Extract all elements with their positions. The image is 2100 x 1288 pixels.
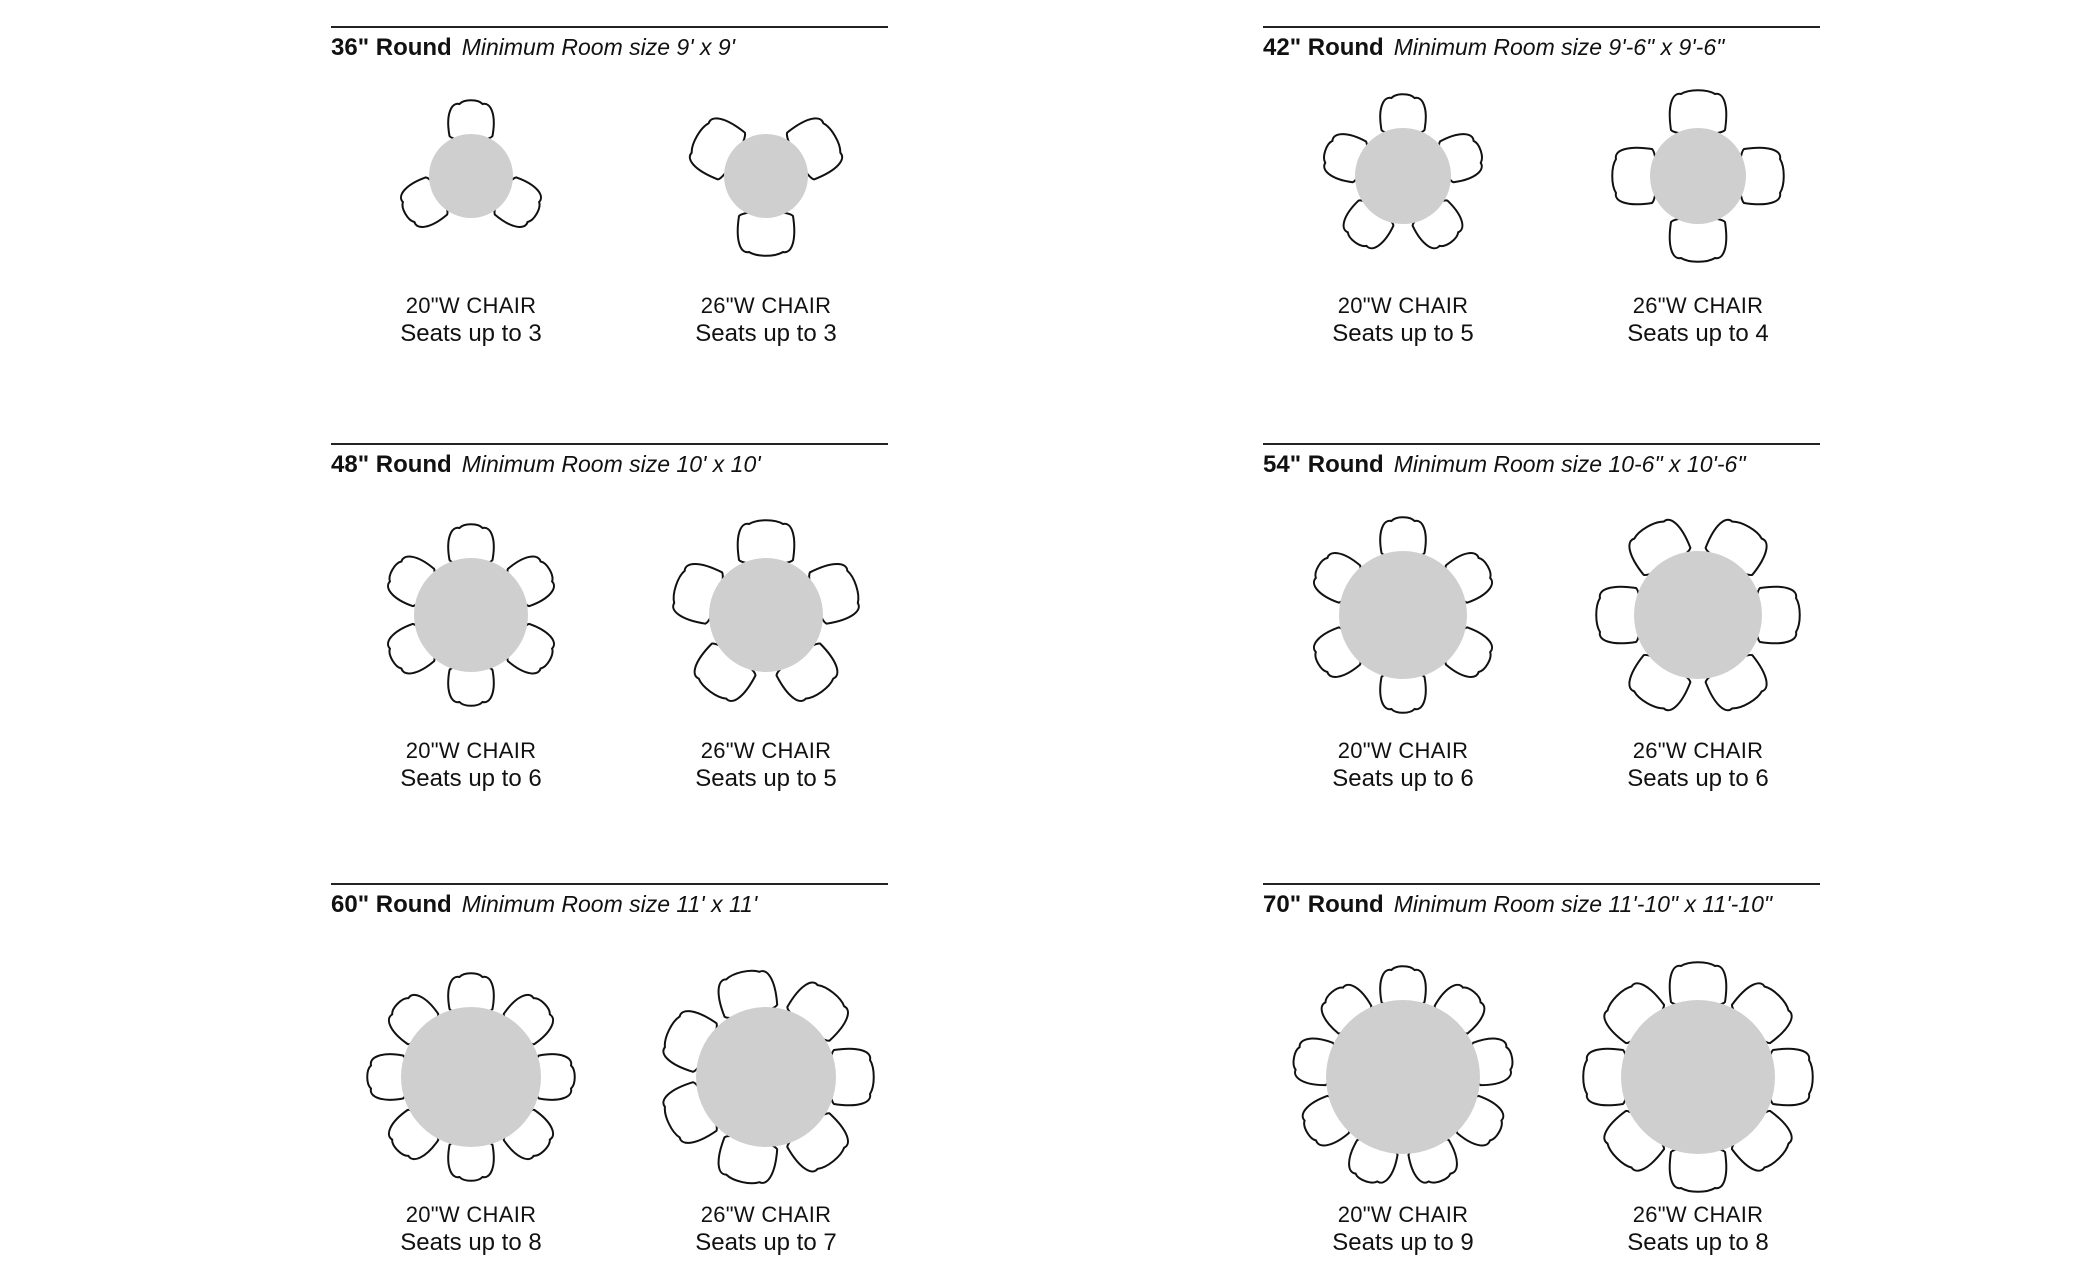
seating-layout: [626, 26, 906, 426]
table-top: [696, 1007, 836, 1147]
table-diagram: [1558, 883, 1838, 1163]
table-diagram: [626, 26, 906, 306]
seating-layout: [331, 26, 611, 426]
table-section: [331, 883, 888, 1283]
chair-width-label: 20"W CHAIR: [1337, 738, 1469, 763]
table-top: [1621, 1000, 1775, 1154]
seat-capacity-label: Seats up to 3: [695, 320, 837, 347]
room-size-label: Minimum Room size 9' x 9': [461, 34, 736, 60]
layout-caption: [1263, 293, 1543, 349]
layout-caption: [1263, 738, 1543, 794]
chair-shape: [1670, 962, 1727, 1006]
chair-shape: [1596, 587, 1640, 644]
chair-width-label: 26"W CHAIR: [700, 1202, 832, 1227]
seat-capacity-label: Seats up to 4: [1627, 320, 1769, 347]
table-top: [1326, 1000, 1480, 1154]
seating-layout: [626, 883, 906, 1283]
chair-shape: [830, 1049, 874, 1106]
chair-width-label: 26"W CHAIR: [1632, 1202, 1764, 1227]
room-size-label: Minimum Room size 10-6" x 10'-6": [1393, 451, 1746, 477]
chair-shape: [1583, 1049, 1627, 1106]
seat-capacity-label: Seats up to 8: [400, 1229, 542, 1256]
chair-shape: [1612, 148, 1656, 205]
chair-shape: [1670, 90, 1727, 134]
seating-layout: [1558, 883, 1838, 1283]
chair-width-label: 20"W CHAIR: [1337, 1202, 1469, 1227]
seating-layout: [1263, 26, 1543, 426]
chair-shape: [1756, 587, 1800, 644]
seating-layout: [1558, 26, 1838, 426]
table-section: [331, 443, 888, 843]
layout-caption: [331, 738, 611, 794]
table-top: [414, 558, 528, 672]
layout-caption: [626, 293, 906, 349]
table-top: [1650, 128, 1746, 224]
layout-caption: [1558, 738, 1838, 794]
chair-width-label: 20"W CHAIR: [405, 1202, 537, 1227]
seat-capacity-label: Seats up to 6: [1627, 765, 1769, 792]
seat-capacity-label: Seats up to 7: [695, 1229, 837, 1256]
chair-width-label: 26"W CHAIR: [700, 738, 832, 763]
seat-capacity-label: Seats up to 6: [400, 765, 542, 792]
room-size-label: Minimum Room size 10' x 10': [461, 451, 761, 477]
table-size-label: 48" Round: [331, 451, 452, 478]
table-size-label: 54" Round: [1263, 451, 1384, 478]
table-diagram: [331, 443, 611, 723]
table-section: [1263, 443, 1820, 843]
chair-shape: [738, 520, 795, 564]
chair-shape: [1670, 1148, 1727, 1192]
table-size-label: 70" Round: [1263, 891, 1384, 918]
layout-caption: [1558, 293, 1838, 349]
chair-width-label: 26"W CHAIR: [1632, 738, 1764, 763]
seating-layout: [626, 443, 906, 843]
layout-caption: [331, 293, 611, 349]
seating-layout: [1263, 883, 1543, 1283]
seat-capacity-label: Seats up to 5: [1332, 320, 1474, 347]
seat-capacity-label: Seats up to 5: [695, 765, 837, 792]
table-section: [1263, 883, 1820, 1283]
room-size-label: Minimum Room size 9'-6" x 9'-6": [1393, 34, 1725, 60]
table-top: [1355, 128, 1451, 224]
table-size-label: 60" Round: [331, 891, 452, 918]
layout-caption: [1558, 1202, 1838, 1258]
chair-shape: [1769, 1049, 1813, 1106]
table-section: [331, 26, 888, 426]
table-diagram: [626, 443, 906, 723]
layout-caption: [626, 1202, 906, 1258]
table-diagram: [331, 883, 611, 1163]
table-diagram: [1263, 883, 1543, 1163]
chair-shape: [1670, 218, 1727, 262]
table-diagram: [1263, 26, 1543, 306]
table-top: [724, 134, 808, 218]
chair-width-label: 20"W CHAIR: [1337, 293, 1469, 318]
chair-shape: [738, 212, 795, 256]
layout-caption: [626, 738, 906, 794]
table-diagram: [1558, 443, 1838, 723]
room-size-label: Minimum Room size 11' x 11': [461, 891, 758, 917]
chair-width-label: 20"W CHAIR: [405, 293, 537, 318]
chair-width-label: 26"W CHAIR: [1632, 293, 1764, 318]
table-top: [1634, 551, 1762, 679]
table-section: [1263, 26, 1820, 426]
table-diagram: [331, 26, 611, 306]
layout-caption: [331, 1202, 611, 1258]
table-diagram: [626, 883, 906, 1163]
table-top: [401, 1007, 541, 1147]
seat-capacity-label: Seats up to 8: [1627, 1229, 1769, 1256]
seat-capacity-label: Seats up to 3: [400, 320, 542, 347]
table-diagram: [1558, 26, 1838, 306]
chair-shape: [1740, 148, 1784, 205]
seating-layout: [331, 443, 611, 843]
table-top: [1339, 551, 1467, 679]
seating-layout: [1558, 443, 1838, 843]
table-top: [709, 558, 823, 672]
room-size-label: Minimum Room size 11'-10" x 11'-10": [1393, 891, 1773, 917]
seating-layout: [331, 883, 611, 1283]
chair-width-label: 20"W CHAIR: [405, 738, 537, 763]
table-size-label: 42" Round: [1263, 34, 1384, 61]
seating-layout: [1263, 443, 1543, 843]
chair-width-label: 26"W CHAIR: [700, 293, 832, 318]
layout-caption: [1263, 1202, 1543, 1258]
table-top: [429, 134, 513, 218]
seat-capacity-label: Seats up to 6: [1332, 765, 1474, 792]
table-diagram: [1263, 443, 1543, 723]
seat-capacity-label: Seats up to 9: [1332, 1229, 1474, 1256]
table-size-label: 36" Round: [331, 34, 452, 61]
